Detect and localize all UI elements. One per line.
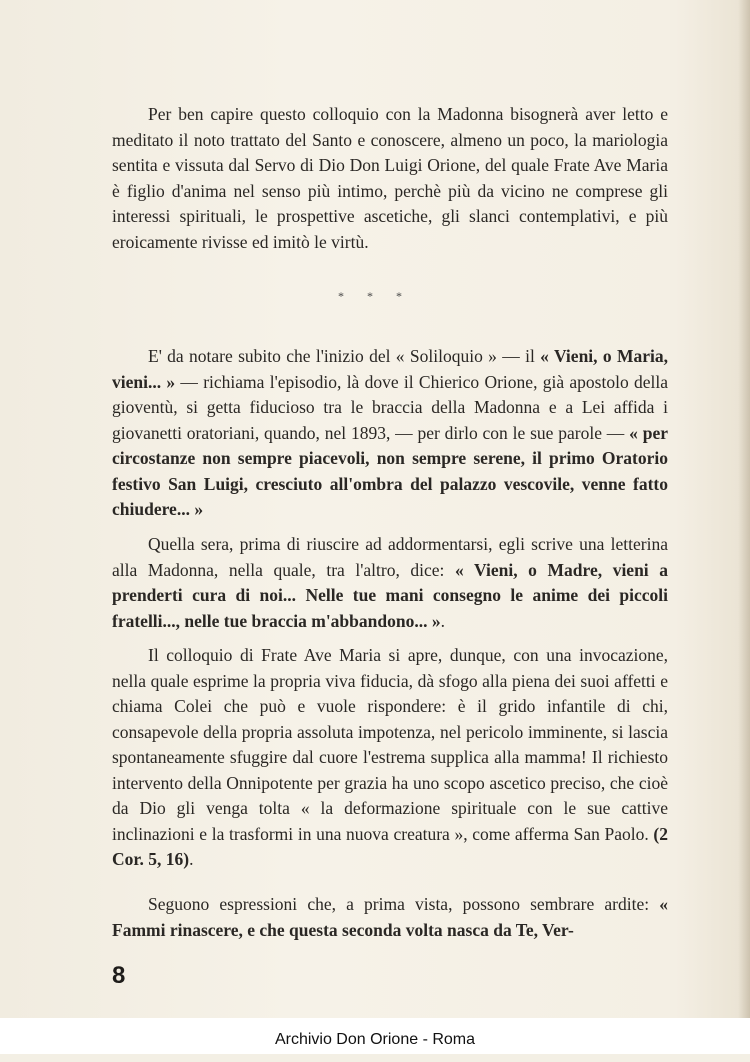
paragraph-letterina — [112, 532, 668, 634]
paragraph-text: Seguono espressioni che, a prima vista, possono sembrare ardite: — [148, 894, 660, 914]
section-separator: * * * — [338, 289, 412, 303]
page-number: 8 — [112, 962, 126, 989]
bold-quote: « Vieni, o Maria, vieni... » — [112, 346, 668, 392]
paragraph-colloquio — [112, 643, 668, 873]
paragraph-text: Quella sera, prima di riuscire ad addormentarsi, egli scrive una letterina alla Madonna, nella quale, tra l'altro, dice: — [112, 534, 668, 580]
bold-quote: « Vieni, o Madre, vieni a prenderti cura di noi... Nelle tue mani consegno le anime dei piccoli fratelli..., nelle tue braccia m'abbandono... » — [112, 559, 668, 631]
bold-quote: « per circostanze non sempre piacevoli, non sempre serene, il primo Oratorio festivo San Luigi, cresciuto all'ombra del palazzo vescovile, venne fatto chiudere... » — [112, 422, 668, 519]
paragraph-intro: Per ben capire questo colloquio con la Madonna bisognerà aver letto e meditato il noto trattato del Santo e conoscere, almeno un poco, la mariologia sentita e vissuta dal Servo di Dio Don Luigi Orione, del quale Frate Ave Maria è figlio d'anima nel senso più intimo, perchè più da vicino ne comprese gli interessi spirituali, le prospettive ascetiche, gli slanci contemplativi, e più eroicamente rivisse ed imitò le virtù. — [112, 104, 668, 252]
archive-footer: Archivio Don Orione - Roma — [0, 1018, 750, 1054]
bold-quote: « Fammi rinascere, e che questa seconda volta nasca da Te, Ver- — [112, 894, 668, 940]
paragraph-text: — richiama l'episodio, là dove il Chierico Orione, già apostolo della gioventù, si getta fiducioso tra le braccia della Madonna e a Lei affida i giovanetti oratoriani, quando, nel 1893, — per dirlo con le sue parole — — [112, 371, 668, 443]
paragraph-text: Il colloquio di Frate Ave Maria si apre, dunque, con una invocazione, nella quale esprime la propria viva fiducia, dà sfogo alla piena dei suoi affetti e chiama Colei che può e vuole rispondere: è il grido infantile di chi, consapevole della propria assoluta impotenza, nel pericolo imminente, si lascia spontaneamente sfuggire dal cuore l'estrema supplica alla mamma! Il richiesto intervento della Onnipotente per grazia ha uno scopo ascetico preciso, che cioè da Dio gli venga tolta « la deformazione spirituale con le sue cattive inclinazioni e la trasformi in una nuova creatura », come afferma San Paolo. — [112, 645, 668, 844]
paragraph-espressioni — [112, 892, 668, 943]
paragraph-text: . — [440, 610, 445, 631]
paragraph-text: . — [189, 849, 194, 869]
paragraph-text: E' da notare subito che l'inizio del « Soliloquio » — il — [148, 346, 541, 366]
paragraph-soliloquio — [112, 344, 668, 523]
bible-reference: (2 Cor. 5, 16) — [112, 823, 668, 869]
page-binding-shadow — [738, 0, 750, 1054]
